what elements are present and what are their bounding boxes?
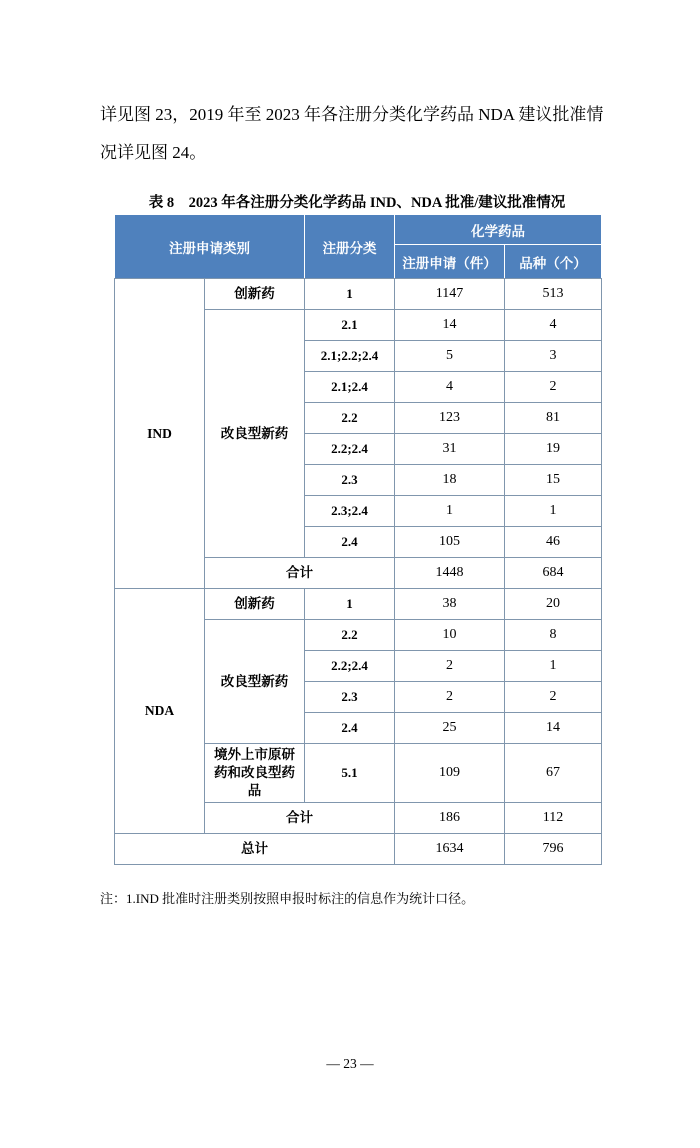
table-row-total [115, 834, 602, 865]
cell-varieties: 67 [505, 744, 602, 803]
intro-line: 况详见图 24。 [100, 143, 207, 162]
cell-reg-class: 1 [305, 279, 395, 310]
table-row [115, 279, 602, 310]
cell-app-type-nda: NDA [115, 589, 205, 834]
cell-varieties: 8 [505, 620, 602, 651]
cell-app-type-ind: IND [115, 279, 205, 589]
table-header [115, 215, 602, 279]
cell-reg-class: 2.3 [305, 682, 395, 713]
intro-paragraph [100, 96, 608, 172]
cell-applications: 10 [395, 620, 505, 651]
cell-reg-class: 2.4 [305, 527, 395, 558]
cell-varieties: 1 [505, 496, 602, 527]
cell-varieties: 112 [505, 803, 602, 834]
cell-applications: 1634 [395, 834, 505, 865]
cell-category: 创新药 [205, 589, 305, 620]
cell-applications: 1448 [395, 558, 505, 589]
cell-varieties: 3 [505, 341, 602, 372]
cell-varieties: 2 [505, 682, 602, 713]
cell-applications: 109 [395, 744, 505, 803]
table-footnote: 注：1.IND 批准时注册类别按照申报时标注的信息作为统计口径。 [100, 891, 475, 906]
data-table [114, 214, 602, 865]
header-cell-class: 注册分类 [305, 215, 395, 279]
cell-varieties: 14 [505, 713, 602, 744]
table-row [115, 589, 602, 620]
cell-varieties: 46 [505, 527, 602, 558]
cell-applications: 14 [395, 310, 505, 341]
cell-reg-class: 2.1 [305, 310, 395, 341]
cell-applications: 2 [395, 682, 505, 713]
cell-reg-class: 2.3;2.4 [305, 496, 395, 527]
cell-reg-class: 5.1 [305, 744, 395, 803]
header-cell-varieties: 品种（个） [505, 245, 602, 279]
cell-varieties: 19 [505, 434, 602, 465]
cell-reg-class: 2.2 [305, 403, 395, 434]
page-number: — 23 — [326, 1056, 374, 1071]
cell-applications: 18 [395, 465, 505, 496]
cell-applications: 186 [395, 803, 505, 834]
cell-varieties: 684 [505, 558, 602, 589]
cell-varieties: 1 [505, 651, 602, 682]
cell-reg-class: 2.2;2.4 [305, 651, 395, 682]
cell-applications: 5 [395, 341, 505, 372]
cell-applications: 31 [395, 434, 505, 465]
header-cell-applications: 注册申请（件） [395, 245, 505, 279]
cell-reg-class: 2.3 [305, 465, 395, 496]
cell-applications: 105 [395, 527, 505, 558]
cell-reg-class: 2.1;2.2;2.4 [305, 341, 395, 372]
cell-varieties: 513 [505, 279, 602, 310]
cell-applications: 4 [395, 372, 505, 403]
cell-applications: 1 [395, 496, 505, 527]
cell-total-label: 总计 [115, 834, 395, 865]
cell-reg-class: 2.4 [305, 713, 395, 744]
cell-applications: 2 [395, 651, 505, 682]
header-row-1 [115, 215, 602, 245]
cell-applications: 38 [395, 589, 505, 620]
table-body [115, 279, 602, 865]
cell-varieties: 81 [505, 403, 602, 434]
cell-varieties: 4 [505, 310, 602, 341]
table-title: 表 8 2023 年各注册分类化学药品 IND、NDA 批准/建议批准情况 [148, 195, 566, 211]
header-cell-category: 注册申请类别 [115, 215, 305, 279]
cell-category: 改良型新药 [205, 620, 305, 744]
cell-category: 改良型新药 [205, 310, 305, 558]
cell-applications: 123 [395, 403, 505, 434]
cell-reg-class: 2.2;2.4 [305, 434, 395, 465]
cell-applications: 1147 [395, 279, 505, 310]
header-cell-group: 化学药品 [395, 215, 602, 245]
cell-varieties: 15 [505, 465, 602, 496]
cell-reg-class: 2.2 [305, 620, 395, 651]
cell-category: 境外上市原研药和改良型药品 [205, 744, 305, 803]
cell-varieties: 796 [505, 834, 602, 865]
intro-line: 详见图 23，2019 年至 2023 年各注册分类化学药品 NDA 建议批准情 [100, 105, 604, 124]
cell-reg-class: 1 [305, 589, 395, 620]
cell-varieties: 20 [505, 589, 602, 620]
cell-reg-class: 2.1;2.4 [305, 372, 395, 403]
cell-subtotal-label: 合计 [205, 558, 395, 589]
cell-applications: 25 [395, 713, 505, 744]
cell-subtotal-label: 合计 [205, 803, 395, 834]
cell-category: 创新药 [205, 279, 305, 310]
cell-varieties: 2 [505, 372, 602, 403]
